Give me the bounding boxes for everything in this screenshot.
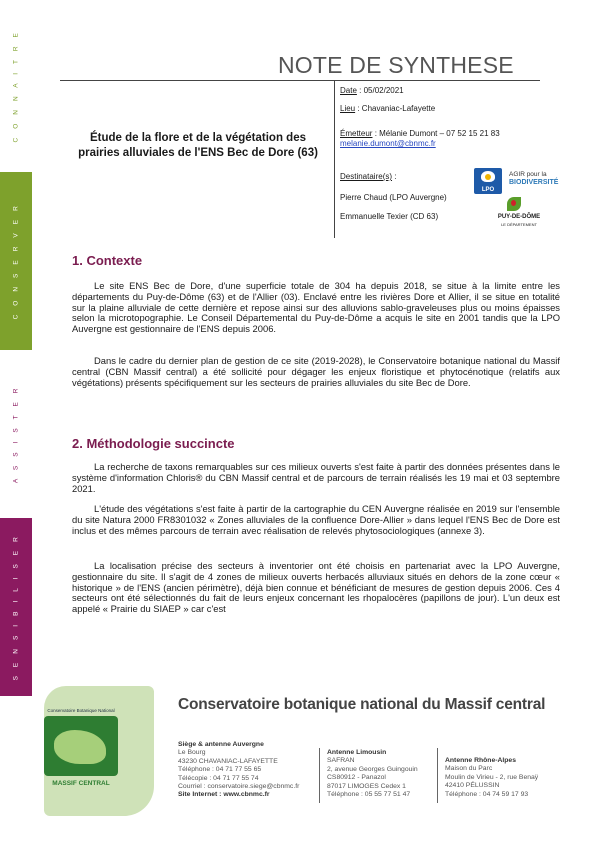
section-heading-contexte: 1. Contexte: [72, 253, 143, 268]
emetteur-email-link[interactable]: melanie.dumont@cbnmc.fr: [340, 139, 436, 148]
meta-date: [340, 86, 404, 96]
date-value: : 05/02/2021: [356, 86, 404, 95]
page-title: NOTE DE SYNTHESE: [278, 52, 514, 78]
footer-separator: [437, 748, 438, 803]
footer-org-name: Conservatoire botanique national du Massif central: [178, 696, 546, 713]
lpo-logo: LPO: [474, 168, 502, 194]
agir-biodiversite-logo: AGIR pour la BIODIVERSITÉ: [509, 171, 559, 186]
section-heading-methodologie: 2. Méthodologie succincte: [72, 436, 235, 451]
footer-address-limousin: Antenne Limousin SAFRAN 2, avenue Georges Guingouin CS80912 - Panazol 87017 LIMOGES Cedex 1 Téléphone : 05 55 77 51 47: [327, 749, 418, 799]
meta-lieu: [340, 104, 435, 114]
puy-de-dome-leaf-icon: [507, 197, 521, 211]
footer-separator: [319, 748, 320, 803]
lieu-label: Lieu: [340, 104, 356, 113]
title-rule: [60, 80, 540, 81]
paragraph: Dans le cadre du dernier plan de gestion de ce site (2019-2028), le Conservatoire botanique national du Massif central (CBN Massif central) a été sollicité pour dégager les enjeux floristique et phytocénotique (relatifs aux végétations) présents spécifiquement sur les secteurs de prairies alluviales du site Bec de Dore.: [72, 355, 560, 388]
study-title: Étude de la flore et de la végétation des prairies alluviales de l'ENS Bec de Dore (63): [78, 132, 318, 159]
dest-label: Destinataire(s): [340, 172, 393, 181]
lieu-value: : Chavaniac-Lafayette: [355, 104, 436, 113]
meta-emetteur: [340, 129, 500, 149]
paragraph: Le site ENS Bec de Dore, d'une superficie totale de 304 ha depuis 2018, se situe à la limite entre les départements du Puy-de-Dôme (63) et de l'Allier (03). Enclavé entre les rivières Dore et Allier, il se situe en totalité sur la plaine alluviale de cette dernière et repose ainsi sur des alluvions sablo-graveleuses plus ou moins épaisses selon la microtopographie. Le Conseil Départemental du Puy-de-Dôme a acquis le site en 2001 tandis que la LPO Auvergne est gestionnaire de l'ENS depuis 2006.: [72, 280, 560, 335]
paragraph: L'étude des végétations s'est faite à partir de la cartographie du CEN Auvergne réalisée en 2019 sur l'ensemble du site Natura 2000 FR8301032 « Zones alluviales de la confluence Dore-Allier » dans lequel l'ENS Bec de Dore est inclus et des mêmes parcours de terrain avec réalisation de relevés phytosociologiques (annexe 3).: [72, 503, 560, 536]
paragraph: La recherche de taxons remarquables sur ces milieux ouverts s'est faite à partir des données présentes dans le système d'information Chloris® du CBN Massif central et de parcours de terrain réalisés les 19 mai et 03 septembre 2021.: [72, 461, 560, 494]
footer-address-siege: Siège & antenne Auvergne Le Bourg 43230 CHAVANIAC-LAFAYETTE Téléphone : 04 71 77 55 65 Télécopie : 04 71 77 55 74 Courriel : conservatoire.siege@cbnmc.fr Site Internet : www.cbnmc.fr: [178, 741, 300, 799]
emetteur-label: Émetteur: [340, 129, 373, 138]
side-band-assister: [0, 350, 32, 518]
dest-2: Emmanuelle Texier (CD 63): [340, 212, 439, 221]
bird-icon: [481, 171, 495, 182]
emetteur-value: : Mélanie Dumont – 07 52 15 21 83: [372, 129, 500, 138]
side-band-sensibiliser: [0, 518, 32, 696]
side-band-label: S E N S I B I L I S E R: [12, 533, 20, 681]
paragraph: La localisation précise des secteurs à inventorier ont été choisis en partenariat avec la LPO Auvergne, gestionnaire du site. Il s'agit de 4 zones de milieux ouverts herbacés alluviaux situés en dehors de la zone cœur « historique » de l'ENS (ancien périmètre), déjà bien connue et bénéficiant de mesures de gestion depuis 2006. Ces 4 secteurs ont été sélectionnés du fait de leurs enjeux concernant les rhopalocères (papillons de jour). L'un deux est appelé « Prairie du SIAEP » car c'est: [72, 560, 560, 615]
dest-1: Pierre Chaud (LPO Auvergne): [340, 193, 447, 202]
side-band-conserver: [0, 172, 32, 350]
side-band-label: A S S I S T E R: [12, 384, 20, 484]
side-band-label: C O N S E R V E R: [12, 202, 20, 320]
puy-de-dome-logo: PUY-DE-DÔME LE DÉPARTEMENT: [497, 214, 541, 227]
dest-colon: :: [392, 172, 397, 181]
footer-address-rhone-alpes: Antenne Rhône-Alpes Maison du Parc Moulin de Virieu - 2, rue Benaÿ 42410 PÉLUSSIN Téléphone : 04 74 59 17 93: [445, 757, 539, 798]
header-divider: [334, 81, 335, 238]
meta-destinataires: [340, 172, 396, 182]
massif-map-icon: [44, 716, 118, 776]
date-label: Date: [340, 86, 357, 95]
cbn-massif-central-logo: Conservatoire Botanique National MASSIF CENTRAL: [38, 686, 160, 816]
side-band-label: C O N N A I T R E: [12, 29, 20, 143]
side-band-connaitre: [0, 0, 32, 172]
